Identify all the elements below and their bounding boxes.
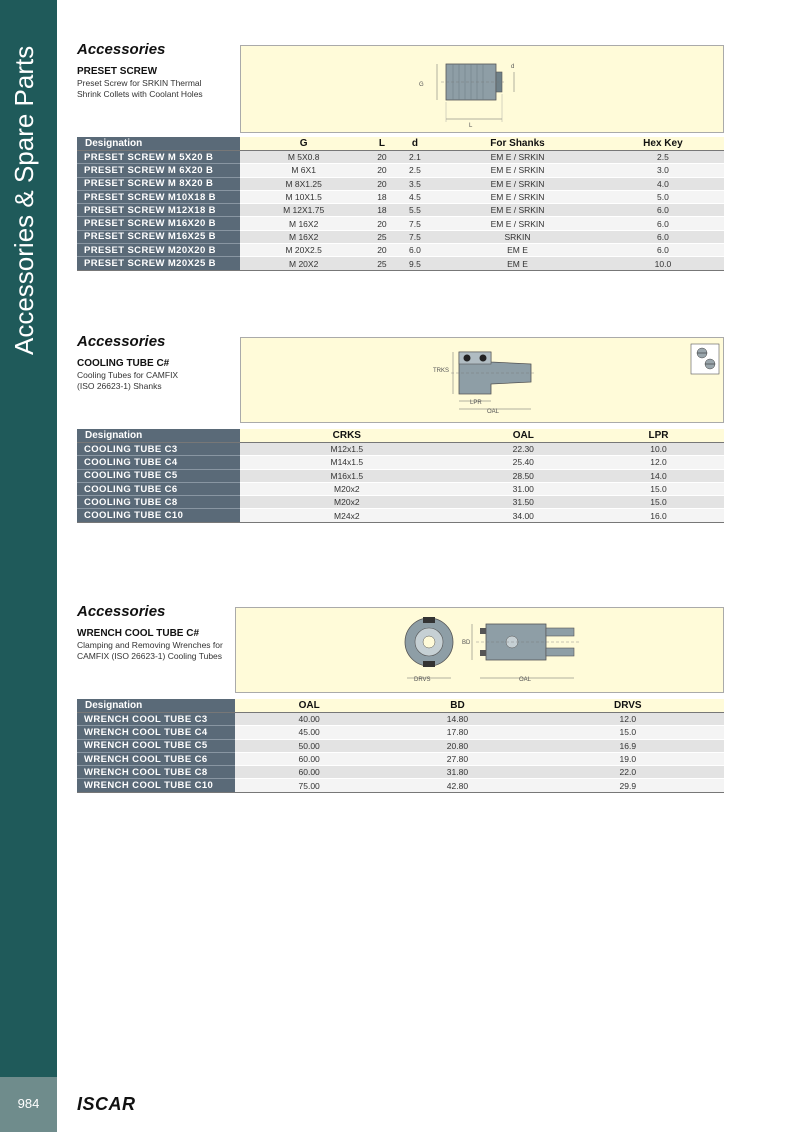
cell-crks: M14x1.5 [240, 456, 454, 469]
cell-hex-key: 6.0 [602, 244, 724, 257]
table-row [77, 164, 724, 177]
cell-drvs: 29.9 [532, 779, 724, 792]
dim-g-label: G [419, 82, 424, 88]
cell-g: M 5X0.8 [240, 151, 367, 164]
table-row [77, 244, 724, 257]
sidebar-title: Accessories & Spare Parts [9, 45, 39, 355]
col-drvs: DRVS [532, 699, 724, 713]
cell-crks: M12x1.5 [240, 443, 454, 456]
cell-g: M 12X1.75 [240, 204, 367, 217]
cell-oal: 45.00 [235, 726, 383, 739]
description-line: Shrink Collets with Coolant Holes [77, 89, 203, 99]
cell-drvs: 15.0 [532, 726, 724, 739]
cell-d: 2.1 [397, 151, 434, 164]
table-row [77, 217, 724, 230]
section-heading: Accessories [77, 333, 166, 350]
designation-cell: COOLING TUBE C8 [77, 496, 240, 509]
table-row [77, 752, 724, 765]
cell-bd: 17.80 [383, 726, 531, 739]
col-for-shanks: For Shanks [433, 137, 602, 151]
description-line: Clamping and Removing Wrenches for [77, 640, 223, 650]
cell-lpr: 16.0 [593, 509, 724, 522]
cell-oal: 60.00 [235, 766, 383, 779]
designation-cell: COOLING TUBE C4 [77, 456, 240, 469]
designation-cell: COOLING TUBE C5 [77, 469, 240, 482]
dim-lpr-label: LPR [470, 400, 482, 406]
cell-drvs: 19.0 [532, 752, 724, 765]
cell-g: M 20X2.5 [240, 244, 367, 257]
table-row [77, 482, 724, 495]
designation-cell: PRESET SCREW M 6X20 B [77, 164, 240, 177]
cell-g: M 16X2 [240, 217, 367, 230]
designation-cell: PRESET SCREW M12X18 B [77, 204, 240, 217]
table-row [77, 177, 724, 190]
cell-lpr: 15.0 [593, 496, 724, 509]
cell-g: M 6X1 [240, 164, 367, 177]
cell-for-shanks: EM E / SRKIN [433, 204, 602, 217]
product-title: PRESET SCREW [77, 66, 158, 77]
table-row [77, 726, 724, 739]
cell-for-shanks: EM E / SRKIN [433, 190, 602, 203]
col-designation: Designation [77, 137, 240, 151]
cell-lpr: 14.0 [593, 469, 724, 482]
cell-hex-key: 6.0 [602, 204, 724, 217]
cell-for-shanks: EM E / SRKIN [433, 177, 602, 190]
table-row [77, 151, 724, 164]
cell-oal: 22.30 [454, 443, 593, 456]
table-header-row [77, 699, 724, 713]
description-line: CAMFIX (ISO 26623-1) Cooling Tubes [77, 651, 223, 661]
designation-cell: COOLING TUBE C10 [77, 509, 240, 522]
designation-cell: PRESET SCREW M 5X20 B [77, 151, 240, 164]
cell-crks: M20x2 [240, 496, 454, 509]
section-heading: Accessories [77, 41, 166, 58]
designation-cell: COOLING TUBE C6 [77, 482, 240, 495]
cell-g: M 20X2 [240, 257, 367, 270]
table-row [77, 443, 724, 456]
col-bd: BD [383, 699, 531, 713]
cell-bd: 27.80 [383, 752, 531, 765]
cell-bd: 20.80 [383, 739, 531, 752]
cell-drvs: 22.0 [532, 766, 724, 779]
cell-hex-key: 10.0 [602, 257, 724, 270]
page-number: 984 [17, 1096, 40, 1111]
dim-l-label: L [469, 123, 473, 129]
cell-d: 3.5 [397, 177, 434, 190]
table-row [77, 509, 724, 522]
designation-cell: WRENCH COOL TUBE C10 [77, 779, 235, 792]
cooling-tube-drawing [241, 338, 725, 424]
cell-oal: 31.00 [454, 482, 593, 495]
cell-d: 2.5 [397, 164, 434, 177]
cell-hex-key: 3.0 [602, 164, 724, 177]
col-crks: CRKS [240, 429, 454, 443]
cell-d: 6.0 [397, 244, 434, 257]
designation-cell: WRENCH COOL TUBE C6 [77, 752, 235, 765]
description-line: (ISO 26623-1) Shanks [77, 381, 162, 391]
cooling-tube-figure [240, 337, 724, 423]
cell-for-shanks: EM E [433, 244, 602, 257]
cell-for-shanks: SRKIN [433, 230, 602, 243]
product-title: COOLING TUBE C# [77, 358, 170, 369]
cell-hex-key: 5.0 [602, 190, 724, 203]
brand-logo: ISCAR [77, 1094, 136, 1114]
wrench-drawing [236, 608, 725, 694]
wrench-table [77, 699, 724, 793]
designation-cell: PRESET SCREW M 8X20 B [77, 177, 240, 190]
cell-d: 4.5 [397, 190, 434, 203]
dim-oal-label: OAL [519, 677, 532, 683]
preset-screw-table [77, 137, 724, 271]
cell-oal: 34.00 [454, 509, 593, 522]
table-row [77, 766, 724, 779]
section-heading: Accessories [77, 603, 166, 620]
cell-hex-key: 6.0 [602, 217, 724, 230]
col-d: d [397, 137, 434, 151]
col-designation: Designation [77, 429, 240, 443]
dim-drvs-label: DRVS [414, 677, 431, 683]
cell-g: M 10X1.5 [240, 190, 367, 203]
dim-oal-label: OAL [487, 409, 500, 415]
cell-bd: 31.80 [383, 766, 531, 779]
table-row [77, 713, 724, 726]
description-line: Preset Screw for SRKIN Thermal [77, 78, 202, 88]
designation-cell: WRENCH COOL TUBE C4 [77, 726, 235, 739]
cell-bd: 14.80 [383, 713, 531, 726]
cell-oal: 25.40 [454, 456, 593, 469]
cell-for-shanks: EM E [433, 257, 602, 270]
cell-bd: 42.80 [383, 779, 531, 792]
col-g: G [240, 137, 367, 151]
product-description [77, 78, 242, 100]
cell-for-shanks: EM E / SRKIN [433, 164, 602, 177]
cell-d: 5.5 [397, 204, 434, 217]
designation-cell: WRENCH COOL TUBE C5 [77, 739, 235, 752]
cell-g: M 16X2 [240, 230, 367, 243]
designation-cell: COOLING TUBE C3 [77, 443, 240, 456]
col-hex-key: Hex Key [602, 137, 724, 151]
designation-cell: PRESET SCREW M20X25 B [77, 257, 240, 270]
cell-lpr: 12.0 [593, 456, 724, 469]
table-row [77, 456, 724, 469]
cell-oal: 50.00 [235, 739, 383, 752]
cell-l: 20 [367, 164, 396, 177]
preset-screw-figure [240, 45, 724, 133]
table-row [77, 739, 724, 752]
table-row [77, 779, 724, 792]
dim-d-label: d [511, 64, 515, 70]
cell-l: 18 [367, 204, 396, 217]
cell-l: 20 [367, 217, 396, 230]
cell-crks: M16x1.5 [240, 469, 454, 482]
dim-bd-label: BD [462, 640, 471, 646]
product-description [77, 370, 242, 392]
table-row [77, 204, 724, 217]
designation-cell: WRENCH COOL TUBE C8 [77, 766, 235, 779]
cell-drvs: 12.0 [532, 713, 724, 726]
cell-oal: 75.00 [235, 779, 383, 792]
description-line: Cooling Tubes for CAMFIX [77, 370, 179, 380]
col-l: L [367, 137, 396, 151]
table-row [77, 469, 724, 482]
designation-cell: WRENCH COOL TUBE C3 [77, 713, 235, 726]
col-designation: Designation [77, 699, 235, 713]
table-row [77, 190, 724, 203]
designation-cell: PRESET SCREW M20X20 B [77, 244, 240, 257]
cell-l: 25 [367, 257, 396, 270]
wrench-figure [235, 607, 724, 693]
table-header-row [77, 137, 724, 151]
col-oal: OAL [454, 429, 593, 443]
cell-d: 9.5 [397, 257, 434, 270]
gauge-thumbnail-icon [691, 344, 719, 374]
cell-drvs: 16.9 [532, 739, 724, 752]
cell-for-shanks: EM E / SRKIN [433, 151, 602, 164]
designation-cell: PRESET SCREW M16X25 B [77, 230, 240, 243]
product-title: WRENCH COOL TUBE C# [77, 628, 200, 639]
col-lpr: LPR [593, 429, 724, 443]
cell-l: 18 [367, 190, 396, 203]
cell-hex-key: 4.0 [602, 177, 724, 190]
cell-l: 25 [367, 230, 396, 243]
cell-g: M 8X1.25 [240, 177, 367, 190]
product-description [77, 640, 242, 662]
sidebar-title-wrap [4, 45, 39, 356]
cell-l: 20 [367, 244, 396, 257]
cell-crks: M20x2 [240, 482, 454, 495]
cell-d: 7.5 [397, 230, 434, 243]
cell-oal: 60.00 [235, 752, 383, 765]
table-row [77, 496, 724, 509]
col-oal: OAL [235, 699, 383, 713]
cell-lpr: 15.0 [593, 482, 724, 495]
cell-hex-key: 2.5 [602, 151, 724, 164]
designation-cell: PRESET SCREW M10X18 B [77, 190, 240, 203]
cell-lpr: 10.0 [593, 443, 724, 456]
cell-oal: 28.50 [454, 469, 593, 482]
cell-l: 20 [367, 177, 396, 190]
designation-cell: PRESET SCREW M16X20 B [77, 217, 240, 230]
cell-hex-key: 6.0 [602, 230, 724, 243]
cell-for-shanks: EM E / SRKIN [433, 217, 602, 230]
table-header-row [77, 429, 724, 443]
table-row [77, 230, 724, 243]
cell-crks: M24x2 [240, 509, 454, 522]
table-row [77, 257, 724, 270]
cell-oal: 31.50 [454, 496, 593, 509]
cell-oal: 40.00 [235, 713, 383, 726]
preset-screw-drawing [241, 46, 725, 134]
dim-trks-label: TRKS [433, 368, 450, 374]
cell-l: 20 [367, 151, 396, 164]
cooling-tube-table [77, 429, 724, 523]
cell-d: 7.5 [397, 217, 434, 230]
